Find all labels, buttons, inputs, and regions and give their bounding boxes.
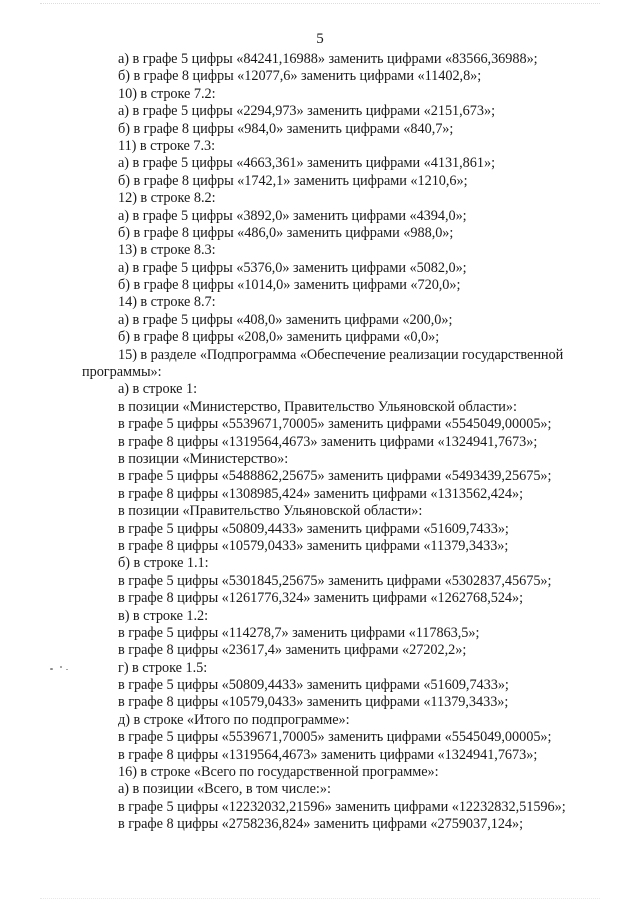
text-line: 16) в строке «Всего по государственной программе»: — [118, 764, 439, 781]
text-line: а) в графе 5 цифры «408,0» заменить цифрами «200,0»; — [118, 311, 453, 328]
text-line: 12) в строке 8.2: — [118, 190, 216, 207]
text-line: в графе 5 цифры «5539671,70005» заменить цифрами «5545049,00005»; — [118, 416, 552, 433]
text-line: в графе 5 цифры «50809,4433» заменить цифрами «51609,7433»; — [118, 677, 509, 694]
text-line: 10) в строке 7.2: — [118, 85, 216, 102]
text-line: в графе 8 цифры «23617,4» заменить цифрами «27202,2»; — [118, 642, 467, 659]
text-line: в позиции «Министерство»: — [118, 450, 289, 467]
text-line: б) в графе 8 цифры «1742,1» заменить цифрами «1210,6»; — [118, 172, 468, 189]
text-line: в графе 8 цифры «1261776,324» заменить цифрами «1262768,524»; — [118, 590, 524, 607]
text-line: программы»: — [82, 364, 162, 381]
text-line: д) в строке «Итого по подпрограмме»: — [118, 711, 350, 728]
text-line: в графе 5 цифры «12232032,21596» заменить цифрами «12232832,51596»; — [118, 798, 566, 815]
text-line: в графе 8 цифры «10579,0433» заменить цифрами «11379,3433»; — [118, 694, 509, 711]
scan-artifact-top — [40, 3, 600, 5]
text-line: б) в графе 8 цифры «984,0» заменить цифрами «840,7»; — [118, 120, 454, 137]
text-line: в графе 8 цифры «1319564,4673» заменить цифрами «1324941,7673»; — [118, 433, 538, 450]
text-line: в графе 8 цифры «1319564,4673» заменить цифрами «1324941,7673»; — [118, 746, 538, 763]
text-line: б) в графе 8 цифры «486,0» заменить цифрами «988,0»; — [118, 224, 454, 241]
text-line: а) в позиции «Всего, в том числе:»: — [118, 781, 331, 798]
text-line: а) в графе 5 цифры «2294,973» заменить цифрами «2151,673»; — [118, 103, 495, 120]
text-line: б) в графе 8 цифры «1014,0» заменить цифрами «720,0»; — [118, 277, 461, 294]
text-line: 14) в строке 8.7: — [118, 294, 216, 311]
text-line: в) в строке 1.2: — [118, 607, 209, 624]
text-line: в графе 5 цифры «114278,7» заменить цифрами «117863,5»; — [118, 624, 480, 641]
text-line: 13) в строке 8.3: — [118, 242, 216, 259]
text-line: б) в строке 1.1: — [118, 555, 209, 572]
text-line: б) в графе 8 цифры «12077,6» заменить цифрами «11402,8»; — [118, 68, 482, 85]
text-line: 11) в строке 7.3: — [118, 137, 215, 154]
text-line: в позиции «Правительство Ульяновской области»: — [118, 503, 423, 520]
scan-speck — [66, 669, 68, 670]
text-line: в графе 8 цифры «1308985,424» заменить цифрами «1313562,424»; — [118, 485, 524, 502]
text-line: в графе 5 цифры «50809,4433» заменить цифрами «51609,7433»; — [118, 520, 509, 537]
text-line: а) в графе 5 цифры «3892,0» заменить цифрами «4394,0»; — [118, 207, 467, 224]
scan-speck — [60, 666, 62, 668]
text-line: а) в графе 5 цифры «4663,361» заменить цифрами «4131,861»; — [118, 155, 495, 172]
document-body — [82, 51, 638, 834]
text-line: в графе 8 цифры «2758236,824» заменить цифрами «2759037,124»; — [118, 816, 524, 833]
text-line: а) в строке 1: — [118, 381, 198, 398]
scan-speck — [50, 668, 53, 670]
text-line: в графе 5 цифры «5488862,25675» заменить цифрами «5493439,25675»; — [118, 468, 552, 485]
page-number: 5 — [316, 31, 324, 47]
text-line: в позиции «Министерство, Правительство Ульяновской области»: — [118, 398, 517, 415]
text-line: в графе 5 цифры «5301845,25675» заменить цифрами «5302837,45675»; — [118, 572, 552, 589]
text-line: в графе 8 цифры «10579,0433» заменить цифрами «11379,3433»; — [118, 537, 509, 554]
text-line: б) в графе 8 цифры «208,0» заменить цифрами «0,0»; — [118, 329, 440, 346]
text-line: а) в графе 5 цифры «5376,0» заменить цифрами «5082,0»; — [118, 259, 467, 276]
text-line: а) в графе 5 цифры «84241,16988» заменить цифрами «83566,36988»; — [118, 51, 538, 67]
text-line: г) в строке 1.5: — [118, 659, 208, 676]
text-line: 15) в разделе «Подпрограмма «Обеспечение реализации государственной — [118, 346, 564, 363]
scan-artifact-bottom — [40, 898, 600, 900]
text-line: в графе 5 цифры «5539671,70005» заменить цифрами «5545049,00005»; — [118, 729, 552, 746]
